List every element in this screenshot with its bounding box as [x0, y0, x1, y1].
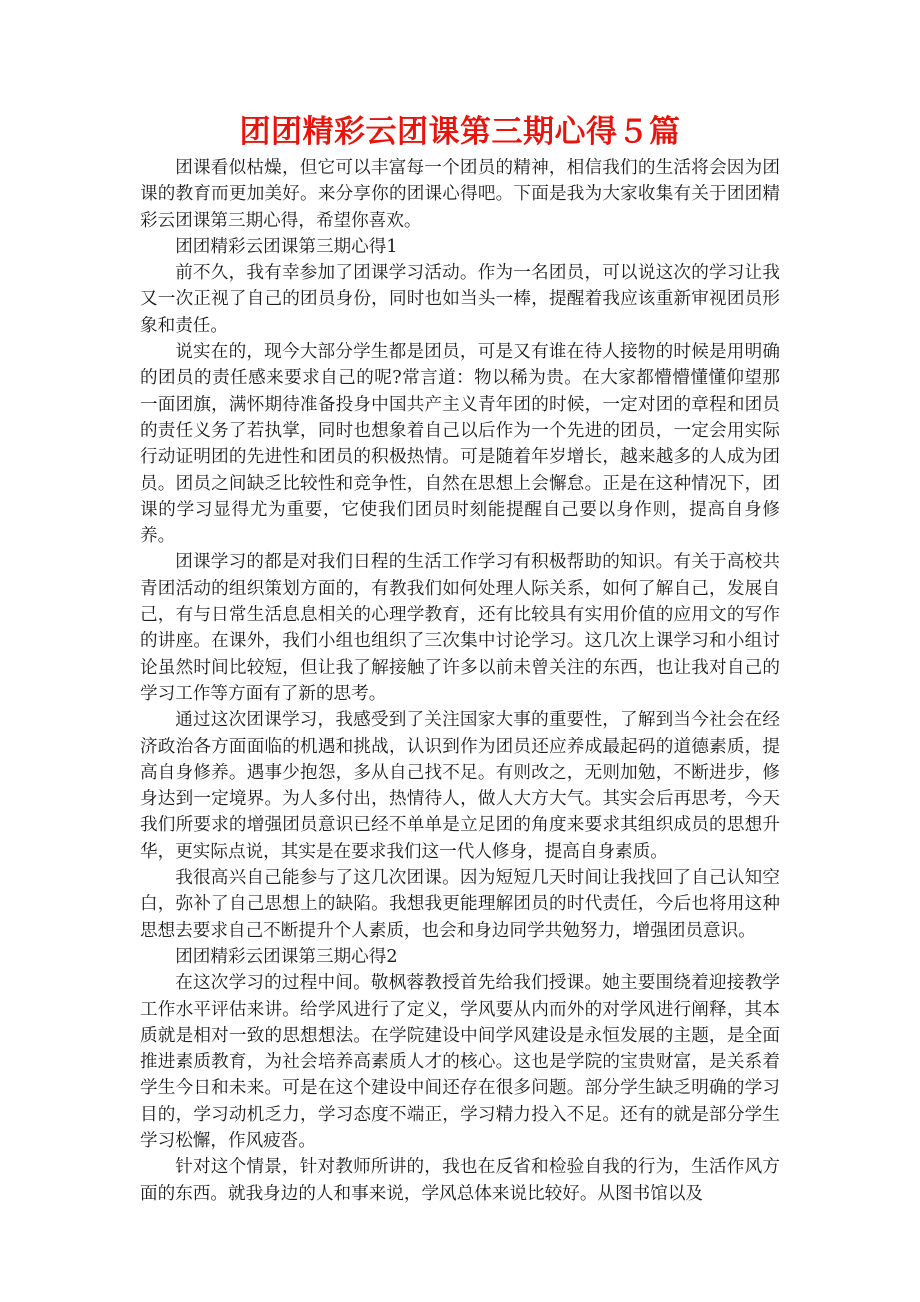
- document-body: [140, 155, 780, 1207]
- paragraph: 团课学习的都是对我们日程的生活工作学习有积极帮助的知识。有关于高校共青团活动的组织策划方面的，有教我们如何处理人际关系，如何了解自己，发展自己，有与日常生活息息相关的心理学教育，还有比较具有实用价值的应用文的写作的讲座。在课外，我们小组也组织了三次集中讨论学习。这几次上课学习和小组讨论虽然时间比较短，但让我了解接触了许多以前未曾关注的东西，也让我对自己的学习工作等方面有了新的思考。: [140, 552, 780, 704]
- paragraph: 前不久，我有幸参加了团课学习活动。作为一名团员，可以说这次的学习让我又一次正视了自己的团员身份，同时也如当头一棒，提醒着我应该重新审视团员形象和责任。: [140, 263, 780, 336]
- section-heading-1: 团团精彩云团课第三期心得1: [175, 236, 398, 257]
- intro-paragraph: 团课看似枯燥，但它可以丰富每一个团员的精神，相信我们的生活将会因为团课的教育而更加美好。来分享你的团课心得吧。下面是我为大家收集有关于团团精彩云团课第三期心得，希望你喜欢。: [140, 158, 780, 231]
- paragraph: 通过这次团课学习，我感受到了关注国家大事的重要性，了解到当今社会在经济政治各方面面临的机遇和挑战，认识到作为团员还应养成最起码的道德素质，提高自身修养。遇事少抱怨，多从自己找不足。有则改之，无则加勉，不断进步，修身达到一定境界。为人多付出，热情待人，做人大方大气。其实会后再思考，今天我们所要求的增强团员意识已经不单单是立足团的角度来要求其组织成员的思想升华，更实际点说，其实是在要求我们这一代人修身，提高自身素质。: [140, 710, 780, 862]
- paragraph: 在这次学习的过程中间。敬枫蓉教授首先给我们授课。她主要围绕着迎接教学工作水平评估来讲。给学风进行了定义，学风要从内而外的对学风进行阐释，其本质就是相对一致的思想想法。在学院建设中间学风建设是永恒发展的主题，是全面推进素质教育，为社会培养高素质人才的核心。这也是学院的宝贵财富，是关系着学生今日和未来。可是在这个建设中间还存在很多问题。部分学生缺乏明确的学习目的，学习动机乏力，学习态度不端正，学习精力投入不足。还有的就是部分学生学习松懈，作风疲沓。: [140, 973, 780, 1151]
- document-title: 团团精彩云团课第三期心得５篇: [239, 114, 681, 150]
- paragraph: 我很高兴自己能参与了这几次团课。因为短短几天时间让我找回了自己认知空白，弥补了自己思想上的缺陷。我想我更能理解团员的时代责任，今后也将用这种思想去要求自己不断提升个人素质，也会和身边同学共勉努力，增强团员意识。: [140, 868, 780, 941]
- paragraph: 针对这个情景，针对教师所讲的，我也在反省和检验自我的行为，生活作风方面的东西。就我身边的人和事来说，学风总体来说比较好。从图书馆以及: [140, 1157, 780, 1204]
- paragraph: 说实在的，现今大部分学生都是团员，可是又有谁在待人接物的时候是用明确的团员的责任感来要求自己的呢?常言道：物以稀为贵。在大家都懵懵懂懂仰望那一面团旗，满怀期待准备投身中国共产主义青年团的时候，一定对团的章程和团员的责任义务了若执掌，同时也想象着自己以后作为一个先进的团员，一定会用实际行动证明团的先进性和团员的积极热情。可是随着年岁增长，越来越多的人成为团员。团员之间缺乏比较性和竞争性，自然在思想上会懈怠。正是在这种情况下，团课的学习显得尤为重要，它使我们团员时刻能提醒自己要以身作则，提高自身修养。: [140, 342, 780, 547]
- section-heading-2: 团团精彩云团课第三期心得2: [175, 946, 398, 967]
